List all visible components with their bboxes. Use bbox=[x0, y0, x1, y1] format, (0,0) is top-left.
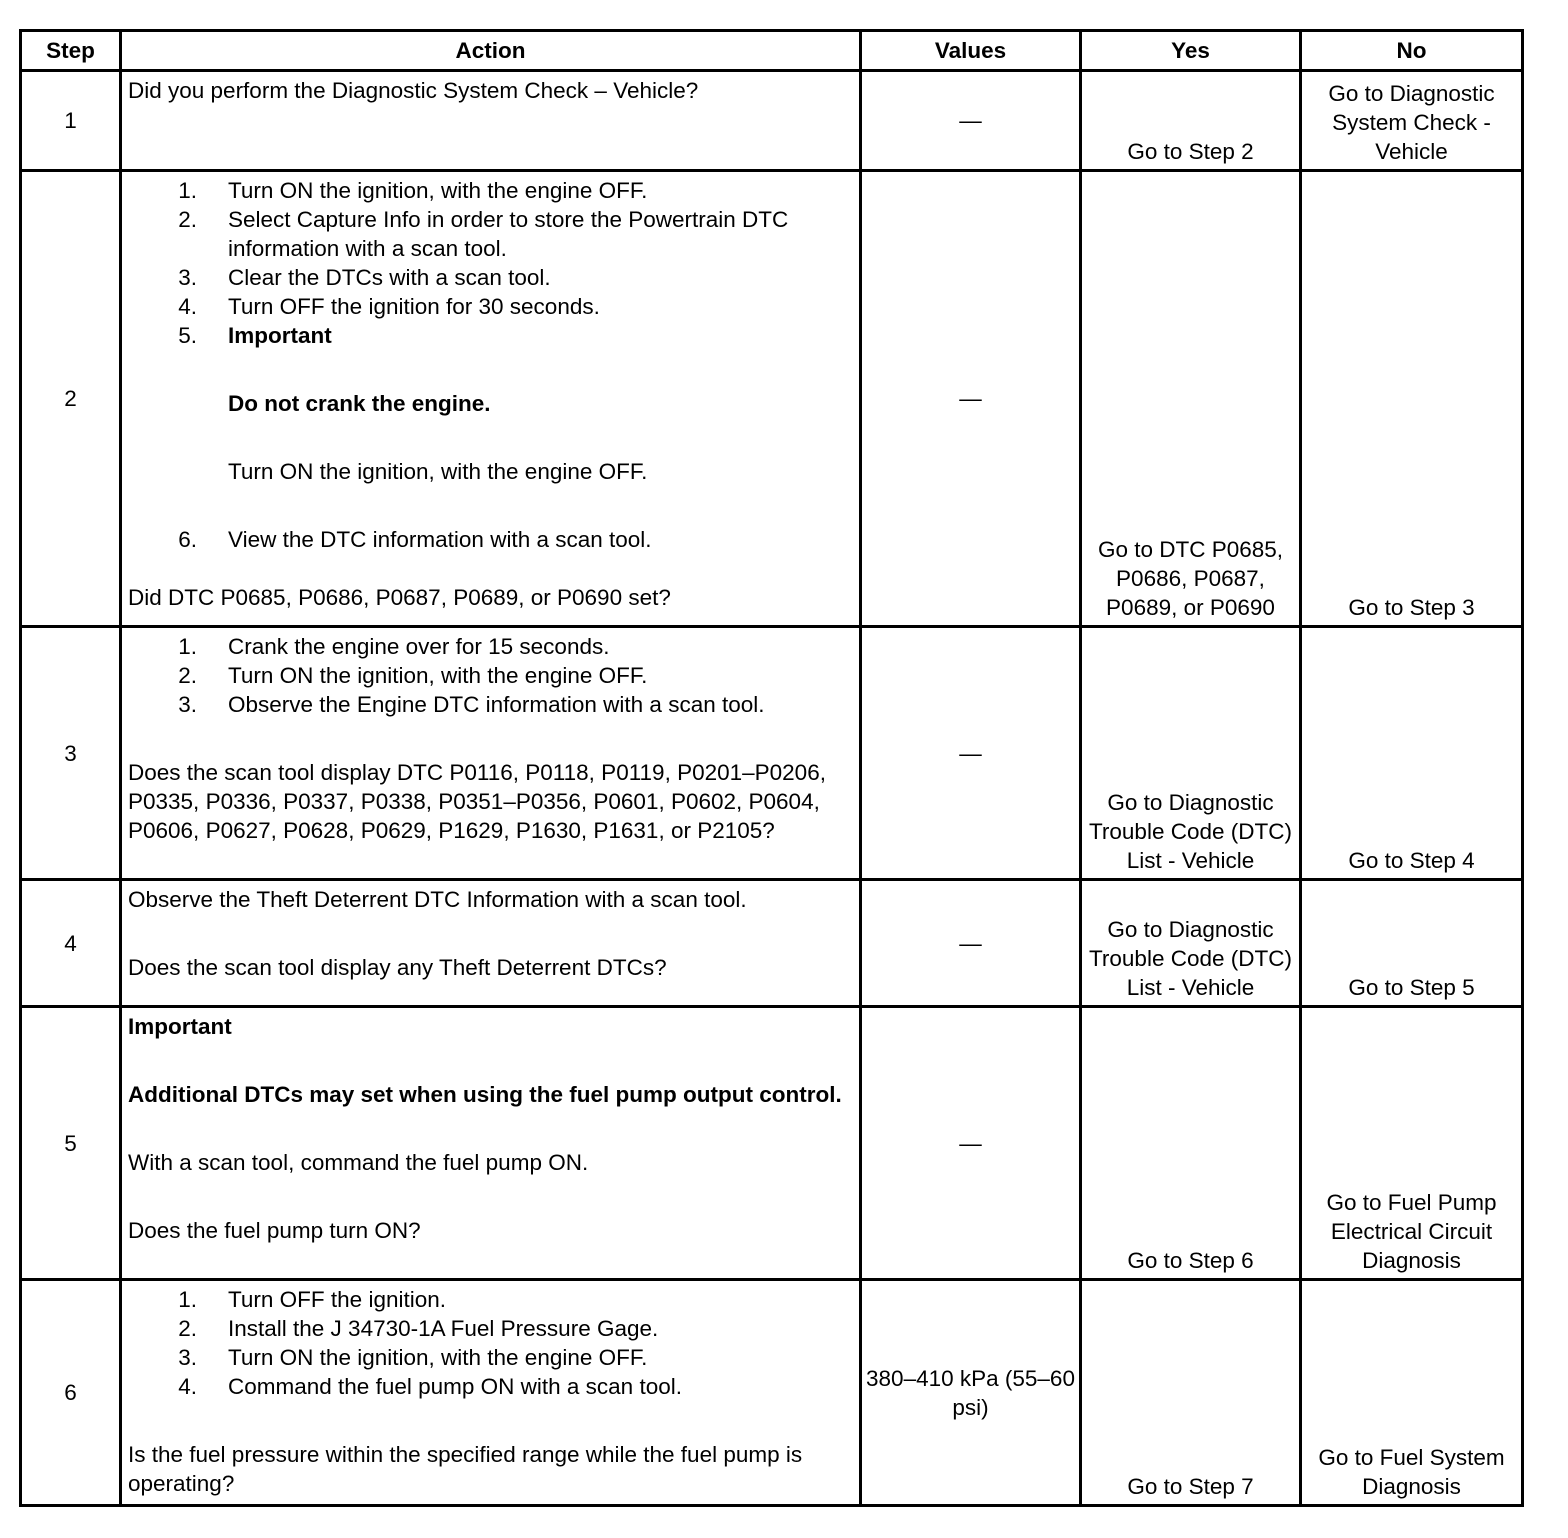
item-number: 2. bbox=[178, 207, 197, 232]
values-cell: 380–410 kPa (55–60 psi) bbox=[861, 1280, 1081, 1506]
action-cell bbox=[121, 71, 861, 171]
values-cell: — bbox=[861, 71, 1081, 171]
action-cell bbox=[121, 880, 861, 1007]
item-number: 1. bbox=[178, 178, 197, 203]
item-number: 4. bbox=[178, 294, 197, 319]
item-number: 2. bbox=[178, 1316, 197, 1341]
action-item bbox=[128, 1343, 853, 1372]
action-item bbox=[128, 690, 853, 719]
spacer bbox=[128, 1041, 853, 1080]
yes-cell: Go to Diagnostic Trouble Code (DTC) List - Vehicle bbox=[1081, 627, 1301, 880]
item-number: 3. bbox=[178, 265, 197, 290]
item-number: 6. bbox=[178, 527, 197, 552]
action-item bbox=[128, 525, 853, 554]
important-label-wrap bbox=[128, 1012, 853, 1041]
no-cell: Go to Fuel Pump Electrical Circuit Diagnosis bbox=[1301, 1007, 1523, 1280]
step-number: 6 bbox=[21, 1280, 121, 1506]
action-item bbox=[128, 661, 853, 690]
action-text: Observe the Theft Deterrent DTC Information with a scan tool. bbox=[128, 887, 747, 912]
action-item bbox=[128, 292, 853, 321]
important-note bbox=[128, 389, 853, 418]
yes-cell: Go to Step 6 bbox=[1081, 1007, 1301, 1280]
action-cell bbox=[121, 171, 861, 627]
action-question: Did DTC P0685, P0686, P0687, P0689, or P0690 set? bbox=[128, 585, 671, 610]
header-action: Action bbox=[121, 31, 861, 71]
sub-step-text: Turn ON the ignition, with the engine OFF. bbox=[228, 459, 648, 484]
action-item bbox=[128, 176, 853, 205]
no-cell: Go to Fuel System Diagnosis bbox=[1301, 1280, 1523, 1506]
no-cell: Go to Step 4 bbox=[1301, 627, 1523, 880]
step-number: 4 bbox=[21, 880, 121, 1007]
action-item bbox=[128, 1285, 853, 1314]
step-number: 3 bbox=[21, 627, 121, 880]
important-label: Important bbox=[228, 323, 332, 348]
spacer bbox=[128, 418, 853, 457]
action-text: With a scan tool, command the fuel pump ON. bbox=[128, 1150, 589, 1175]
action-item bbox=[128, 321, 853, 350]
action-item bbox=[128, 1314, 853, 1343]
step-number: 5 bbox=[21, 1007, 121, 1280]
item-text: Observe the Engine DTC information with a scan tool. bbox=[228, 692, 765, 717]
action-item bbox=[128, 205, 853, 263]
item-text: Command the fuel pump ON with a scan tool. bbox=[228, 1374, 682, 1399]
action-question: Does the scan tool display DTC P0116, P0118, P0119, P0201–P0206, P0335, P0336, P0337, P0338, P0351–P0356, P0601, P0602, P0604, P0606, P0627, P0628, P0629, P1629, P1630, P1631, or P2105? bbox=[128, 760, 826, 843]
table-row bbox=[21, 171, 1523, 627]
spacer bbox=[128, 1109, 853, 1148]
item-text: View the DTC information with a scan tool. bbox=[228, 527, 652, 552]
action-item bbox=[128, 1372, 853, 1401]
values-cell: — bbox=[861, 880, 1081, 1007]
spacer bbox=[128, 719, 853, 758]
table-row bbox=[21, 1007, 1523, 1280]
values-cell: — bbox=[861, 171, 1081, 627]
yes-cell: Go to Diagnostic Trouble Code (DTC) List - Vehicle bbox=[1081, 880, 1301, 1007]
action-cell bbox=[121, 1007, 861, 1280]
item-text: Turn ON the ignition, with the engine OFF. bbox=[228, 1345, 648, 1370]
item-number: 2. bbox=[178, 663, 197, 688]
item-text: Turn ON the ignition, with the engine OFF. bbox=[228, 178, 648, 203]
spacer bbox=[128, 486, 853, 525]
action-cell bbox=[121, 1280, 861, 1506]
step-number: 2 bbox=[21, 171, 121, 627]
spacer bbox=[128, 350, 853, 389]
important-label: Important bbox=[128, 1014, 232, 1039]
header-no: No bbox=[1301, 31, 1523, 71]
action-question: Does the scan tool display any Theft Deterrent DTCs? bbox=[128, 955, 667, 980]
action-question: Is the fuel pressure within the specified range while the fuel pump is operating? bbox=[128, 1442, 803, 1496]
important-note-text: Do not crank the engine. bbox=[228, 391, 491, 416]
table-row bbox=[21, 71, 1523, 171]
values-cell: — bbox=[861, 627, 1081, 880]
header-values: Values bbox=[861, 31, 1081, 71]
no-cell: Go to Step 5 bbox=[1301, 880, 1523, 1007]
item-text: Turn OFF the ignition. bbox=[228, 1287, 447, 1312]
item-text: Select Capture Info in order to store the Powertrain DTC information with a scan tool. bbox=[228, 207, 789, 261]
no-cell: Go to Step 3 bbox=[1301, 171, 1523, 627]
important-note bbox=[128, 1080, 853, 1109]
item-text: Install the J 34730-1A Fuel Pressure Gage. bbox=[228, 1316, 659, 1341]
table-row bbox=[21, 1280, 1523, 1506]
table-row bbox=[21, 880, 1523, 1007]
item-number: 5. bbox=[178, 323, 197, 348]
important-note-text: Additional DTCs may set when using the fuel pump output control. bbox=[128, 1082, 842, 1107]
item-number: 1. bbox=[178, 634, 197, 659]
header-step: Step bbox=[21, 31, 121, 71]
table-row bbox=[21, 627, 1523, 880]
yes-cell: Go to Step 7 bbox=[1081, 1280, 1301, 1506]
item-text: Clear the DTCs with a scan tool. bbox=[228, 265, 551, 290]
action-item bbox=[128, 632, 853, 661]
yes-cell: Go to Step 2 bbox=[1081, 71, 1301, 171]
item-text: Turn ON the ignition, with the engine OFF. bbox=[228, 663, 648, 688]
action-question: Did you perform the Diagnostic System Check – Vehicle? bbox=[128, 78, 699, 103]
diagnostic-table bbox=[19, 29, 1524, 1507]
header-row bbox=[21, 31, 1523, 71]
item-number: 3. bbox=[178, 1345, 197, 1370]
item-number: 4. bbox=[178, 1374, 197, 1399]
no-cell: Go to Diagnostic System Check - Vehicle bbox=[1301, 71, 1523, 171]
yes-cell: Go to DTC P0685, P0686, P0687, P0689, or P0690 bbox=[1081, 171, 1301, 627]
action-cell bbox=[121, 627, 861, 880]
item-text: Crank the engine over for 15 seconds. bbox=[228, 634, 610, 659]
action-item bbox=[128, 263, 853, 292]
spacer bbox=[128, 914, 853, 953]
action-question: Does the fuel pump turn ON? bbox=[128, 1218, 421, 1243]
values-cell: — bbox=[861, 1007, 1081, 1280]
item-number: 3. bbox=[178, 692, 197, 717]
item-number: 1. bbox=[178, 1287, 197, 1312]
spacer bbox=[128, 1401, 853, 1440]
item-text: Turn OFF the ignition for 30 seconds. bbox=[228, 294, 600, 319]
step-number: 1 bbox=[21, 71, 121, 171]
header-yes: Yes bbox=[1081, 31, 1301, 71]
spacer bbox=[128, 554, 853, 583]
spacer bbox=[128, 1177, 853, 1216]
